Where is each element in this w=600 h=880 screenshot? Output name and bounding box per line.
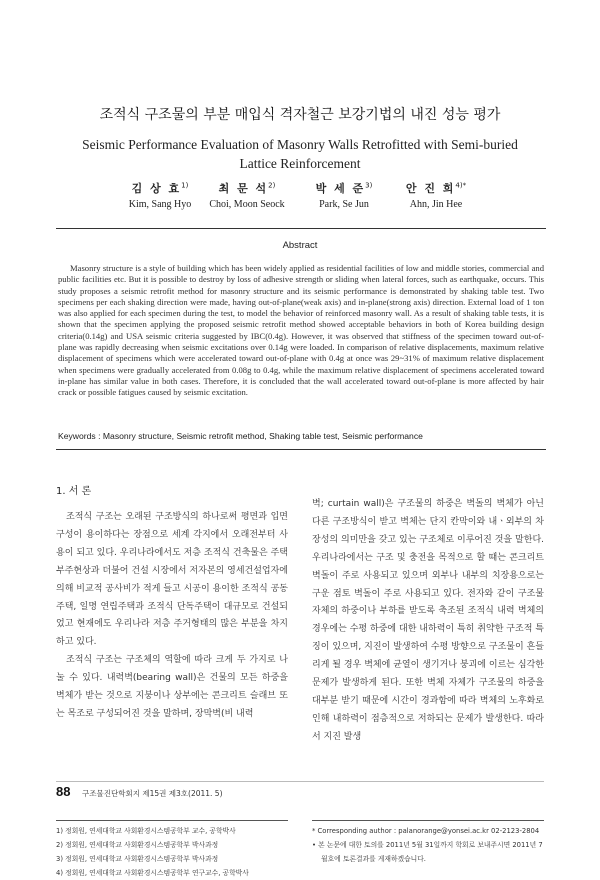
author-2-name-ko: 최 문 석 xyxy=(218,182,269,195)
author-3-name-ko: 박 세 준 xyxy=(315,182,366,195)
author-1-affiliation-mark: 1) xyxy=(181,181,189,190)
page-footer-rule xyxy=(56,781,544,782)
body-column-right xyxy=(312,496,544,747)
journal-citation: 구조물진단학회지 제15권 제3호(2011. 5) xyxy=(82,789,223,798)
abstract-top-rule xyxy=(56,228,546,229)
footnote: 3) 정회원, 연세대학교 사회환경시스템공학부 박사과정 xyxy=(56,855,219,863)
footnote: 1) 정회원, 연세대학교 사회환경시스템공학부 교수, 공학박사 xyxy=(56,827,236,835)
author-2-affiliation-mark: 2) xyxy=(268,181,276,190)
footnote-rule-left xyxy=(56,820,288,821)
author-4-name-en: Ahn, Jin Hee xyxy=(409,199,463,210)
affiliation-footnotes xyxy=(56,824,296,880)
footnote: * Corresponding author : palanorange@yonsei.ac.kr 02-2123-2804 xyxy=(312,827,540,835)
footnote: 2) 정회원, 연세대학교 사회환경시스템공학부 박사과정 xyxy=(56,841,219,849)
author-2-name-en: Choi, Moon Seock xyxy=(209,199,285,210)
author-list xyxy=(0,180,600,216)
author-1-name-ko: 김 상 효 xyxy=(131,182,182,195)
keywords: Keywords : Masonry structure, Seismic retrofit method, Shaking table test, Seismic performance xyxy=(58,431,423,441)
author-3-name-en: Park, Se Jun xyxy=(319,199,369,210)
body-paragraph: 조적식 구조는 오래된 구조방식의 하나로써 평면과 입면구성이 용이하다는 장점으로 세계 각지에서 오래전부터 사용이 되고 있다. 우리나라에서도 저층 조적식 건축물은 주택 부주현상과 더불어 건설 시장에서 저자본의 영세건설업자에 의해 비교적 공사비가 적게 들고 시공이 용이한 조적식 공동주택, 일명 연립주택과 조적식 단독주택이 대규모로 건설되었고 현재에도 우리나라 저층 주거형태의 많은 부분을 차지하고 있다. xyxy=(56,512,288,648)
paper-title-english: Seismic Performance Evaluation of Masonry Walls Retrofitted with Semi-buried Lattice Reinforcement xyxy=(82,137,518,171)
correspondence-footnotes xyxy=(312,824,544,866)
abstract-heading: Abstract xyxy=(282,240,318,251)
author-3-affiliation-mark: 3) xyxy=(365,181,373,190)
body-column-left xyxy=(56,509,288,724)
page-number: 88 xyxy=(56,784,71,799)
footnote-rule-right xyxy=(312,820,544,821)
abstract-bottom-rule xyxy=(56,449,546,450)
paper-title-korean: 조적식 구조물의 부분 매입식 격자철근 보강기법의 내진 성능 평가 xyxy=(99,107,501,123)
footnote: 4) 정회원, 연세대학교 사회환경시스템공학부 연구교수, 공학박사 xyxy=(56,869,249,877)
body-paragraph: 조적식 구조는 구조체의 역할에 따라 크게 두 가지로 나눌 수 있다. 내력벽(bearing wall)은 건물의 모든 하중을 벽체가 받는 것으로 지붕이나 상부에는 콘크리트 슬래브 또는 목조로 구성되어진 것을 말하며, 장막벽(비 내력 xyxy=(56,655,288,719)
author-4 xyxy=(376,180,496,210)
body-paragraph: 벽; curtain wall)은 구조물의 하중은 벽돌의 벽체가 아닌 다른 구조방식이 받고 벽체는 단지 칸막이와 내ㆍ외부의 차장성의 의미만을 갖고 있는 구조체로 이루어진 것을 말한다. 우리나라에서는 구조 및 충전을 목적으로 할 때는 콘크리트 벽돌이 주로 사용되고 있으며 외부나 내부의 치장용으로는 구운 점토 벽돌이 주로 사용되고 있다. 전자와 같이 구조물 자체의 하중이나 부하를 받도록 축조된 조적식 내력 벽체의 경우에는 수평 하중에 대한 내하력이 특히 취약한 구조적 특징이 있으며, 지진이 발생하여 수평 방향으로 구조물이 흔들리게 될 경우 벽체에 균열이 생기거나 붕괴에 이르는 심각한 문제가 발생하게 된다. 또한 벽체 자체가 구조물의 하중을 대부분 받기 때문에 시간이 경과함에 따라 벽체의 노후화로 인해 내하력이 점층적으로 저하되는 문제가 발생한다. 따라서 지진 발생 xyxy=(312,499,544,742)
abstract-body: Masonry structure is a style of building which has been widely applied as residential facilities of low and middle stories, commercial and public facilities etc. But it is possible to destroy by loss of adhesive strength or sliding when lateral forces, such as earthquake, occurs. This study proposes a seismic retrofit method for masonry structure and its seismic performance is demonstrated by shaking table test. Two specimens per each shaking direction were made, having out-of-plane(weak axis) and in-plane(strong axis) direction. External load of 1 ton was also applied for each specimen during the test, to model the behavior of reinforced masonry wall. As a result of shaking table tests, it is shown that the specimen applying the proposed seismic retrofit method showed acceptable behaviors in both of Korea building design criteria(0.14g) and USA seismic criteria suggested by IBC(0.4g). However, it was observed that stiffness of the specimen toward out-of-plane was rapidly decreasing when seismic excitations over 0.14g were loaded. In comparison of relative displacements, maximum relative displacement of specimens which were accelerated toward out-of-plane with 0.4g at once was 29~31% of maximum relative displacement when specimens were gradually accelerated from 0.08g to 0.4g, while the maximum relative displacement of specimens accelerated toward in-plane has similar value in both cases. Therefore, it is concluded that the wall accelerated toward out-of-plane is more affected by hair crack or possible fatigues caused by seismic excitation. xyxy=(58,263,544,398)
author-4-affiliation-mark: 4)* xyxy=(455,181,467,190)
author-1-name-en: Kim, Sang Hyo xyxy=(128,199,192,210)
footnote: • 본 논문에 대한 토의를 2011년 5월 31일까지 학회로 보내주시면 2011년 7월호에 토론결과를 게재하겠습니다. xyxy=(312,841,543,863)
section-1-title: 1. 서 론 xyxy=(56,486,92,497)
author-4-name-ko: 안 진 희 xyxy=(405,182,456,195)
